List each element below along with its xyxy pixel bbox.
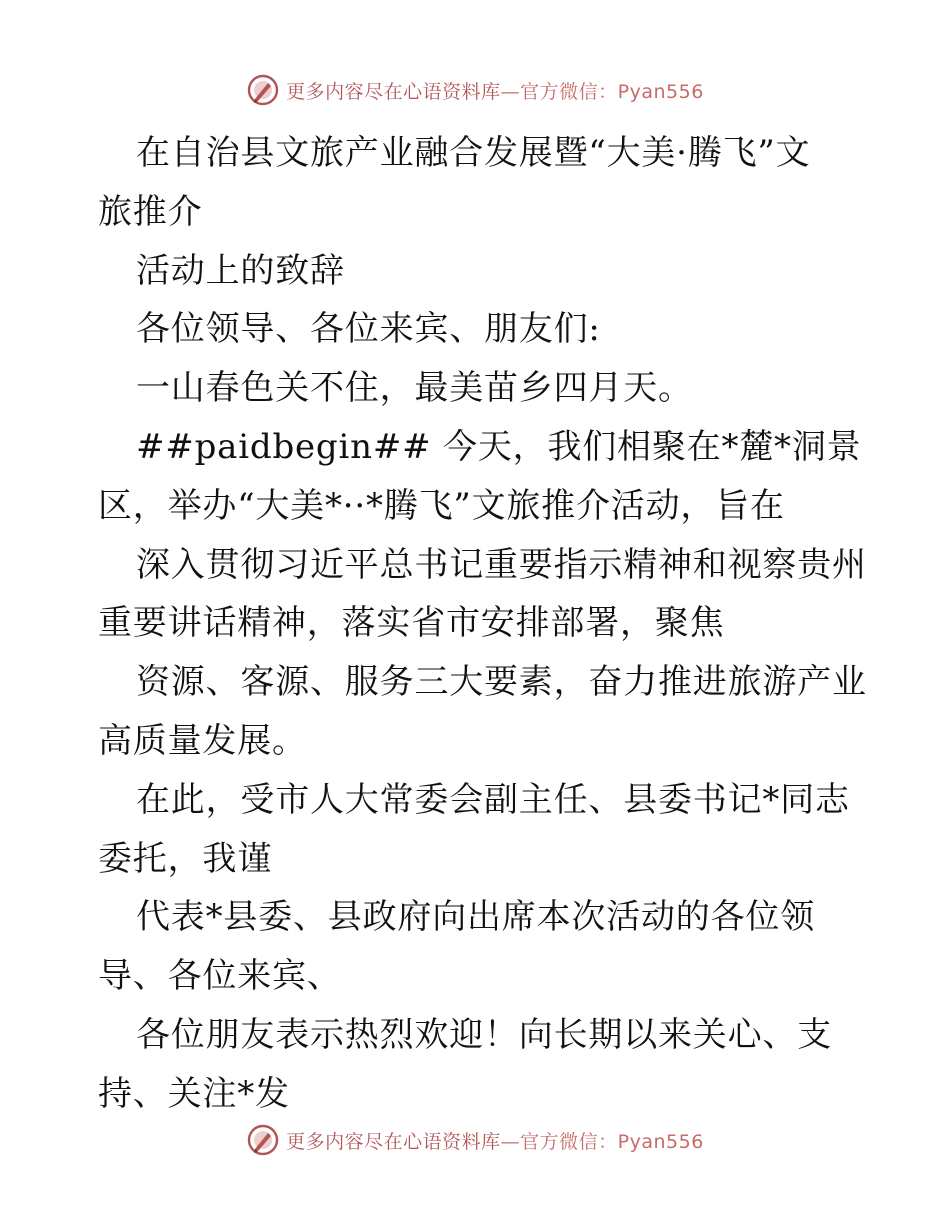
watermark-dash: — — [500, 1130, 521, 1153]
text-line: 高质量发展。 — [98, 720, 307, 761]
text-line: 代表*县委、县政府向出席本次活动的各位领 — [136, 897, 815, 938]
watermark-text — [286, 1127, 704, 1154]
watermark-banner-top — [0, 70, 950, 110]
text-line: 委托，我谨 — [98, 838, 272, 879]
watermark-banner-bottom — [0, 1120, 950, 1160]
watermark-dash: — — [500, 80, 521, 103]
text-line: 各位朋友表示热烈欢迎！向长期以来关心、支 — [136, 1014, 832, 1055]
text-line: 资源、客源、服务三大要素，奋力推进旅游产业 — [136, 662, 867, 703]
text-line: 重要讲话精神，落实省市安排部署，聚焦 — [98, 603, 725, 644]
watermark-wechat-text: 官方微信：Pyan556 — [520, 1130, 704, 1153]
document-body — [98, 124, 867, 1124]
text-line: 各位领导、各位来宾、朋友们: — [136, 309, 601, 350]
text-line: 一山春色关不住，最美苗乡四月天。 — [136, 368, 693, 409]
text-line: 持、关注*发 — [98, 1073, 290, 1114]
text-line: 在自治县文旅产业融合发展暨“大美·腾飞”文 — [136, 133, 811, 173]
watermark-wechat-text: 官方微信：Pyan556 — [520, 80, 704, 103]
text-line: 导、各位来宾、 — [98, 956, 342, 997]
pen-logo-icon — [246, 73, 280, 107]
text-line: 在此，受市人大常委会副主任、县委书记*同志 — [136, 779, 850, 820]
text-line: ##paidbegin## 今天，我们相聚在*麓*洞景 — [136, 426, 862, 467]
text-line: 区，举办“大美*··*腾飞”文旅推介活动，旨在 — [98, 485, 785, 526]
watermark-site-text: 更多内容尽在心语资料库 — [286, 80, 501, 103]
watermark-text — [286, 77, 704, 104]
text-line: 旅推介 — [98, 191, 203, 232]
text-line: 深入贯彻习近平总书记重要指示精神和视察贵州 — [136, 544, 867, 585]
pen-logo-icon — [246, 1123, 280, 1157]
text-line: 活动上的致辞 — [136, 250, 345, 291]
watermark-site-text: 更多内容尽在心语资料库 — [286, 1130, 501, 1153]
